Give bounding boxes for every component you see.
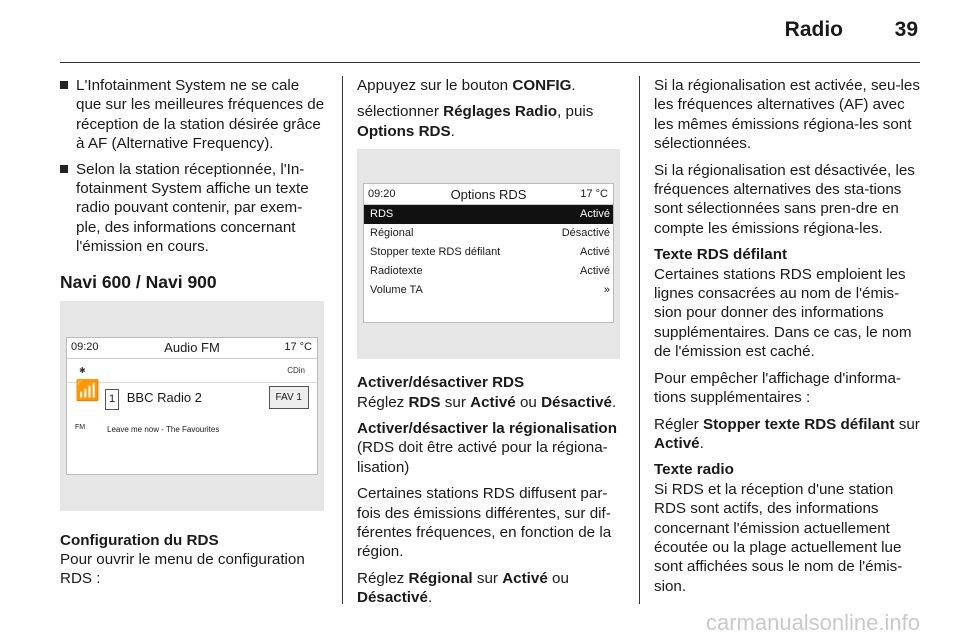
paragraph: sélectionner Réglages Radio, puis Options RDS.	[357, 103, 594, 140]
band-label: FM	[75, 423, 86, 431]
watermark: carmanualsonline.info	[705, 610, 920, 635]
header-rule	[60, 62, 920, 63]
page-header-title: Radio	[784, 18, 843, 41]
menu-row-rds[interactable]: RDS Activé	[364, 205, 613, 224]
screen-title: Options RDS	[450, 186, 527, 202]
menu-row-regional[interactable]: Régional Désactivé	[370, 227, 610, 240]
section-heading: Navi 600 / Navi 900	[60, 271, 217, 292]
paragraph: Si la régionalisation est désactivée, les fréquences alternatives des sta-tions sont sélectionnées sans pren-dre en compte les émissions régiona-les.	[654, 161, 915, 237]
station-name: BBC Radio 2	[126, 389, 202, 405]
paragraph: Certaines stations RDS diffusent par-fois des émissions différentes, sur dif-férentes fréquences, en fonction de la région.	[357, 485, 612, 561]
screen-title: Audio FM	[164, 339, 220, 355]
paragraph: Réglez RDS sur Activé ou Désactivé.	[357, 393, 617, 411]
column-divider-1	[342, 76, 343, 604]
bullet-square-icon	[60, 165, 68, 173]
temperature: 17 °C	[284, 340, 312, 353]
bullet-item: Selon la station réceptionnée, l'In-fotainment System affiche un texte radio pouvant contenir, par exem-ple, des informations concernant l'émission en cours.	[60, 160, 326, 257]
preset-number: 1	[105, 389, 119, 410]
bullet-square-icon	[60, 81, 68, 89]
source-bar	[67, 359, 317, 383]
menu-row-volume-ta[interactable]: Volume TA »	[364, 281, 613, 300]
paragraph: Certaines stations RDS emploient les lignes consacrées au nom de l'émis-sion pour donner des informations supplémentaires. Dans ce cas, le nom de l'émission est caché.	[654, 265, 912, 361]
status-bar	[364, 184, 613, 205]
paragraph: Réglez Régional sur Activé ou Désactivé.	[357, 569, 569, 607]
bullet-item: L'Infotainment System ne se cale que sur les meilleures fréquences de réception de la station désirée grâce à AF (Alternative Frequency).	[60, 76, 326, 154]
options-rds-screenshot	[357, 149, 620, 359]
status-bar	[67, 338, 317, 359]
paragraph: Appuyez sur le bouton CONFIG.	[357, 77, 576, 94]
display-screen	[363, 183, 614, 323]
subsection-heading: Configuration du RDS	[60, 531, 219, 549]
paragraph: (RDS doit être activé pour la régiona-lisation)	[357, 439, 608, 476]
column-1	[60, 76, 326, 596]
bluetooth-icon: ✱	[79, 365, 86, 375]
column-3	[654, 76, 922, 603]
paragraph: Si RDS et la réception d'une station RDS sont actifs, des informations concernant l'émission actuellement écoutée ou la plage actuellement lue sont affichées sous le nom de l'émis-sion.	[654, 480, 903, 595]
song-info: Leave me now - The Favourites	[107, 424, 220, 434]
antenna-icon: 📶	[75, 379, 100, 402]
menu-row-stop-scroll[interactable]: Stopper texte RDS défilant Activé	[370, 246, 610, 259]
subsection-heading: Texte radio	[654, 461, 734, 479]
paragraph: Pour ouvrir le menu de configuration RDS :	[60, 551, 305, 588]
fav-button[interactable]: FAV 1	[269, 386, 310, 409]
clock: 09:20	[368, 187, 396, 200]
page-number: 39	[894, 18, 918, 41]
subsection-heading: Activer/désactiver la régionalisation	[357, 420, 617, 438]
subsection-heading: Activer/désactiver RDS	[357, 374, 525, 392]
source-label: CDin	[287, 365, 305, 375]
display-screen	[66, 337, 318, 475]
clock: 09:20	[71, 340, 99, 353]
paragraph: Régler Stopper texte RDS défilant sur Activé.	[654, 415, 920, 452]
menu-row-radiotext[interactable]: Radiotexte Activé	[370, 265, 610, 278]
column-2	[357, 76, 622, 615]
chevron-right-icon: »	[603, 284, 610, 297]
column-divider-2	[639, 76, 640, 604]
audio-fm-screenshot	[60, 301, 324, 511]
subsection-heading: Texte RDS défilant	[654, 246, 788, 264]
paragraph: Pour empêcher l'affichage d'informa-tions supplémentaires :	[654, 369, 901, 407]
temperature: 17 °C	[580, 187, 608, 200]
paragraph: Si la régionalisation est activée, seu-les les fréquences alternatives (AF) avec les mêmes émissions régiona-les sont sélectionnées.	[654, 77, 920, 153]
